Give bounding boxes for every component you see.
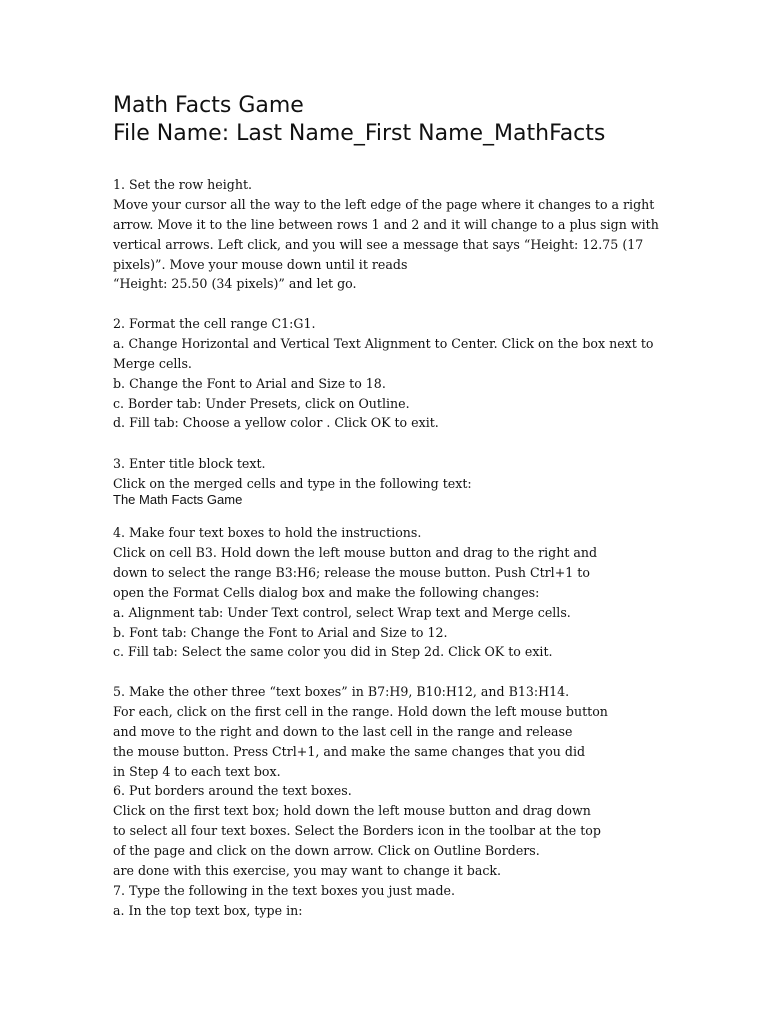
step-5-text-line: and move to the right and down to the last cell in the range and release bbox=[113, 724, 573, 739]
step-6-text-line: to select all four text boxes. Select the Borders icon in the toolbar at the top bbox=[113, 823, 601, 838]
step-1-text-line: “Height: 25.50 (34 pixels)” and let go. bbox=[113, 276, 357, 291]
step-7-heading: 7. Type the following in the text boxes you just made. bbox=[113, 883, 455, 898]
step-3-text-line: Click on the merged cells and type in the following text: bbox=[113, 476, 472, 491]
document-title: Math Facts Game bbox=[113, 93, 304, 118]
step-1-text-line: pixels)”. Move your mouse down until it reads bbox=[113, 257, 408, 272]
step-1-text-line: Move your cursor all the way to the left edge of the page where it changes to a right bbox=[113, 197, 655, 212]
step-5-text-line: the mouse button. Press Ctrl+1, and make the same changes that you did bbox=[113, 744, 586, 759]
step-6-text-line: of the page and click on the down arrow. Click on Outline Borders. bbox=[113, 843, 540, 858]
step-4-text-line: b. Font tab: Change the Font to Arial and Size to 12. bbox=[113, 625, 448, 640]
step-5-heading: 5. Make the other three “text boxes” in B7:H9, B10:H12, and B13:H14. bbox=[113, 684, 570, 699]
step-3-heading: 3. Enter title block text. bbox=[113, 456, 266, 471]
step-5-text-line: in Step 4 to each text box. bbox=[113, 764, 281, 779]
step-4-text-line: down to select the range B3:H6; release the mouse button. Push Ctrl+1 to bbox=[113, 565, 590, 580]
step-5-text-line: For each, click on the first cell in the range. Hold down the left mouse button bbox=[113, 704, 608, 719]
step-4-text-line: c. Fill tab: Select the same color you did in Step 2d. Click OK to exit. bbox=[113, 644, 553, 659]
step-4-text-line: open the Format Cells dialog box and make the following changes: bbox=[113, 585, 540, 600]
file-name-line: File Name: Last Name_First Name_MathFacts bbox=[113, 121, 606, 146]
step-2-text-line: c. Border tab: Under Presets, click on Outline. bbox=[113, 396, 410, 411]
step-2-heading: 2. Format the cell range C1:G1. bbox=[113, 316, 316, 331]
step-1-heading: 1. Set the row height. bbox=[113, 177, 253, 192]
step-6-text-line: are done with this exercise, you may want to change it back. bbox=[113, 863, 502, 878]
step-2-text-line: d. Fill tab: Choose a yellow color . Click OK to exit. bbox=[113, 415, 439, 430]
step-4-text-line: a. Alignment tab: Under Text control, select Wrap text and Merge cells. bbox=[113, 605, 571, 620]
step-1-text-line: arrow. Move it to the line between rows 1 and 2 and it will change to a plus sign with bbox=[113, 217, 659, 232]
step-2-text-line: a. Change Horizontal and Vertical Text Alignment to Center. Click on the box next to bbox=[113, 336, 654, 351]
step-1-text-line: vertical arrows. Left click, and you will see a message that says “Height: 12.75 (17 bbox=[113, 237, 644, 252]
step-6-text-line: Click on the first text box; hold down the left mouse button and drag down bbox=[113, 803, 591, 818]
step-2-text-line: b. Change the Font to Arial and Size to 18. bbox=[113, 376, 386, 391]
step-2-text-line: Merge cells. bbox=[113, 356, 192, 371]
step-6-heading: 6. Put borders around the text boxes. bbox=[113, 783, 352, 798]
step-4-heading: 4. Make four text boxes to hold the instructions. bbox=[113, 525, 422, 540]
step-4-text-line: Click on cell B3. Hold down the left mouse button and drag to the right and bbox=[113, 545, 598, 560]
step-7-text-line: a. In the top text box, type in: bbox=[113, 903, 303, 918]
step-3-sample-text: The Math Facts Game bbox=[113, 492, 243, 507]
